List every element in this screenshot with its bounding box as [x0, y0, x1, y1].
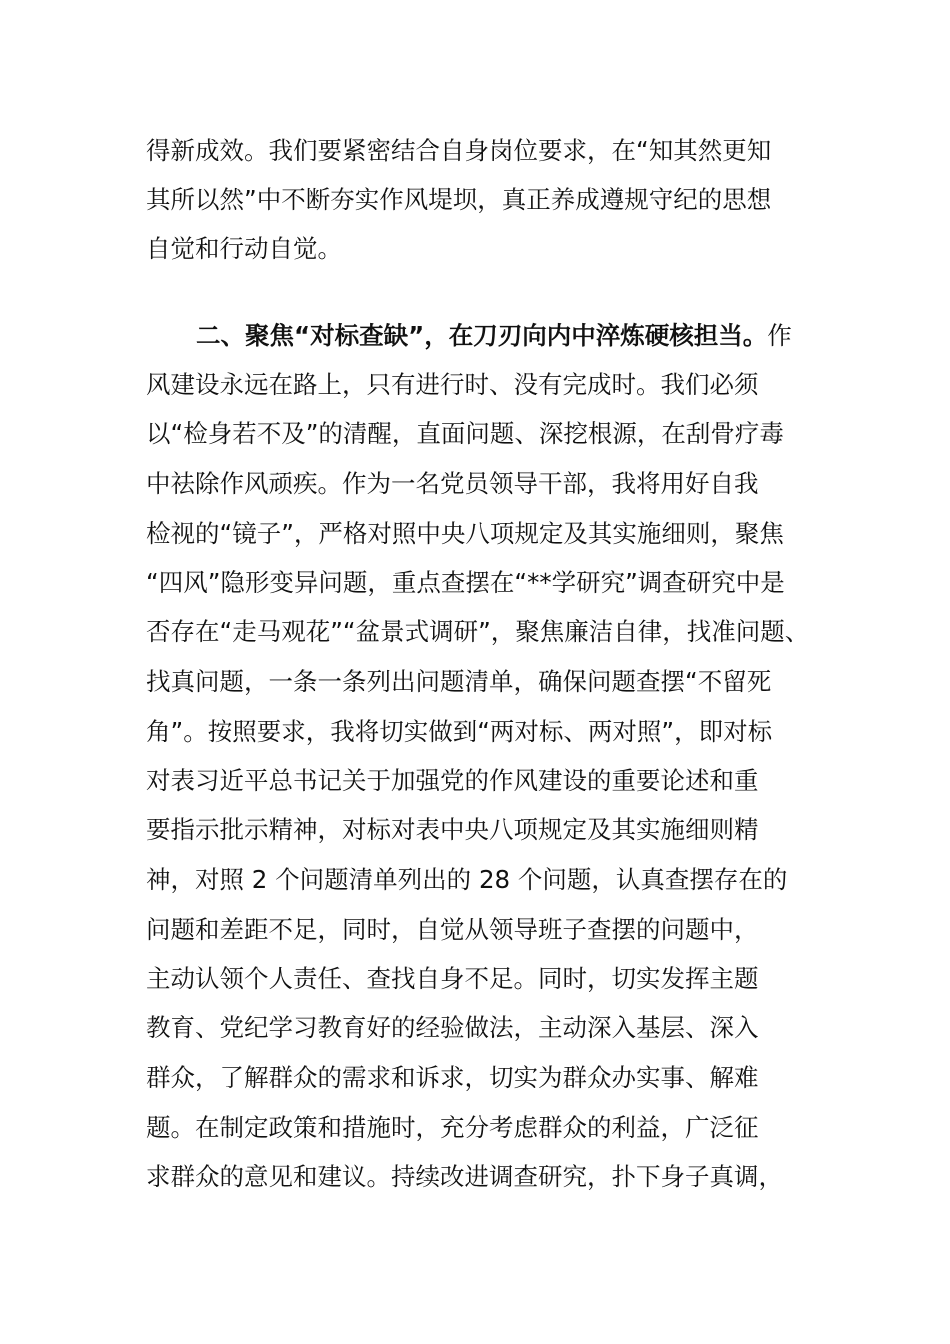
paragraph-2-line: 对表习近平总书记关于加强党的作风建设的重要论述和重	[146, 766, 759, 795]
paragraph-2-line: 题。在制定政策和措施时，充分考虑群众的利益，广泛征	[146, 1113, 759, 1142]
paragraph-2-line: 否存在“走马观花”“盆景式调研”，聚焦廉洁自律，找准问题、	[146, 617, 810, 646]
paragraph-1-line-2: 其所以然”中不断夯实作风堤坝，真正养成遵规守纪的思想	[146, 185, 772, 214]
paragraph-2-line: 角”。按照要求，我将切实做到“两对标、两对照”，即对标	[146, 717, 773, 746]
paragraph-2-line: 问题和差距不足，同时，自觉从领导班子查摆的问题中，	[146, 915, 759, 944]
paragraph-2-line: 以“检身若不及”的清醒，直面问题、深挖根源，在刮骨疗毒	[146, 419, 784, 448]
paragraph-2-line: 找真问题，一条一条列出问题清单，确保问题查摆“不留死	[146, 667, 772, 696]
paragraph-2-line: 群众，了解群众的需求和诉求，切实为群众办实事、解难	[146, 1063, 759, 1092]
paragraph-2-line: 求群众的意见和建议。持续改进调查研究，扑下身子真调，	[146, 1162, 783, 1191]
paragraph-2-line: 要指示批示精神，对标对表中央八项规定及其实施细则精	[146, 815, 759, 844]
first-line-continuation: 作	[767, 321, 792, 350]
paragraph-2-line: 神，对照 2 个问题清单列出的 28 个问题，认真查摆存在的	[146, 865, 788, 894]
paragraph-2-line: 主动认领个人责任、查找自身不足。同时，切实发挥主题	[146, 964, 759, 993]
paragraph-2-line: 中祛除作风顽疾。作为一名党员领导干部，我将用好自我	[146, 469, 759, 498]
paragraph-2-line: 风建设永远在路上，只有进行时、没有完成时。我们必须	[146, 370, 759, 399]
section-heading: 二、聚焦“对标查缺”，在刀刃向内中淬炼硬核担当。	[196, 321, 768, 350]
paragraph-1-line-3: 自觉和行动自觉。	[146, 234, 342, 263]
paragraph-1-line-1: 得新成效。我们要紧密结合自身岗位要求，在“知其然更知	[146, 136, 772, 165]
paragraph-2-first-line	[196, 318, 806, 354]
paragraph-2-line: “四风”隐形变异问题，重点查摆在“**学研究”调查研究中是	[146, 568, 785, 597]
paragraph-2-line: 教育、党纪学习教育好的经验做法，主动深入基层、深入	[146, 1013, 759, 1042]
paragraph-2-line: 检视的“镜子”，严格对照中央八项规定及其实施细则，聚焦	[146, 519, 784, 548]
